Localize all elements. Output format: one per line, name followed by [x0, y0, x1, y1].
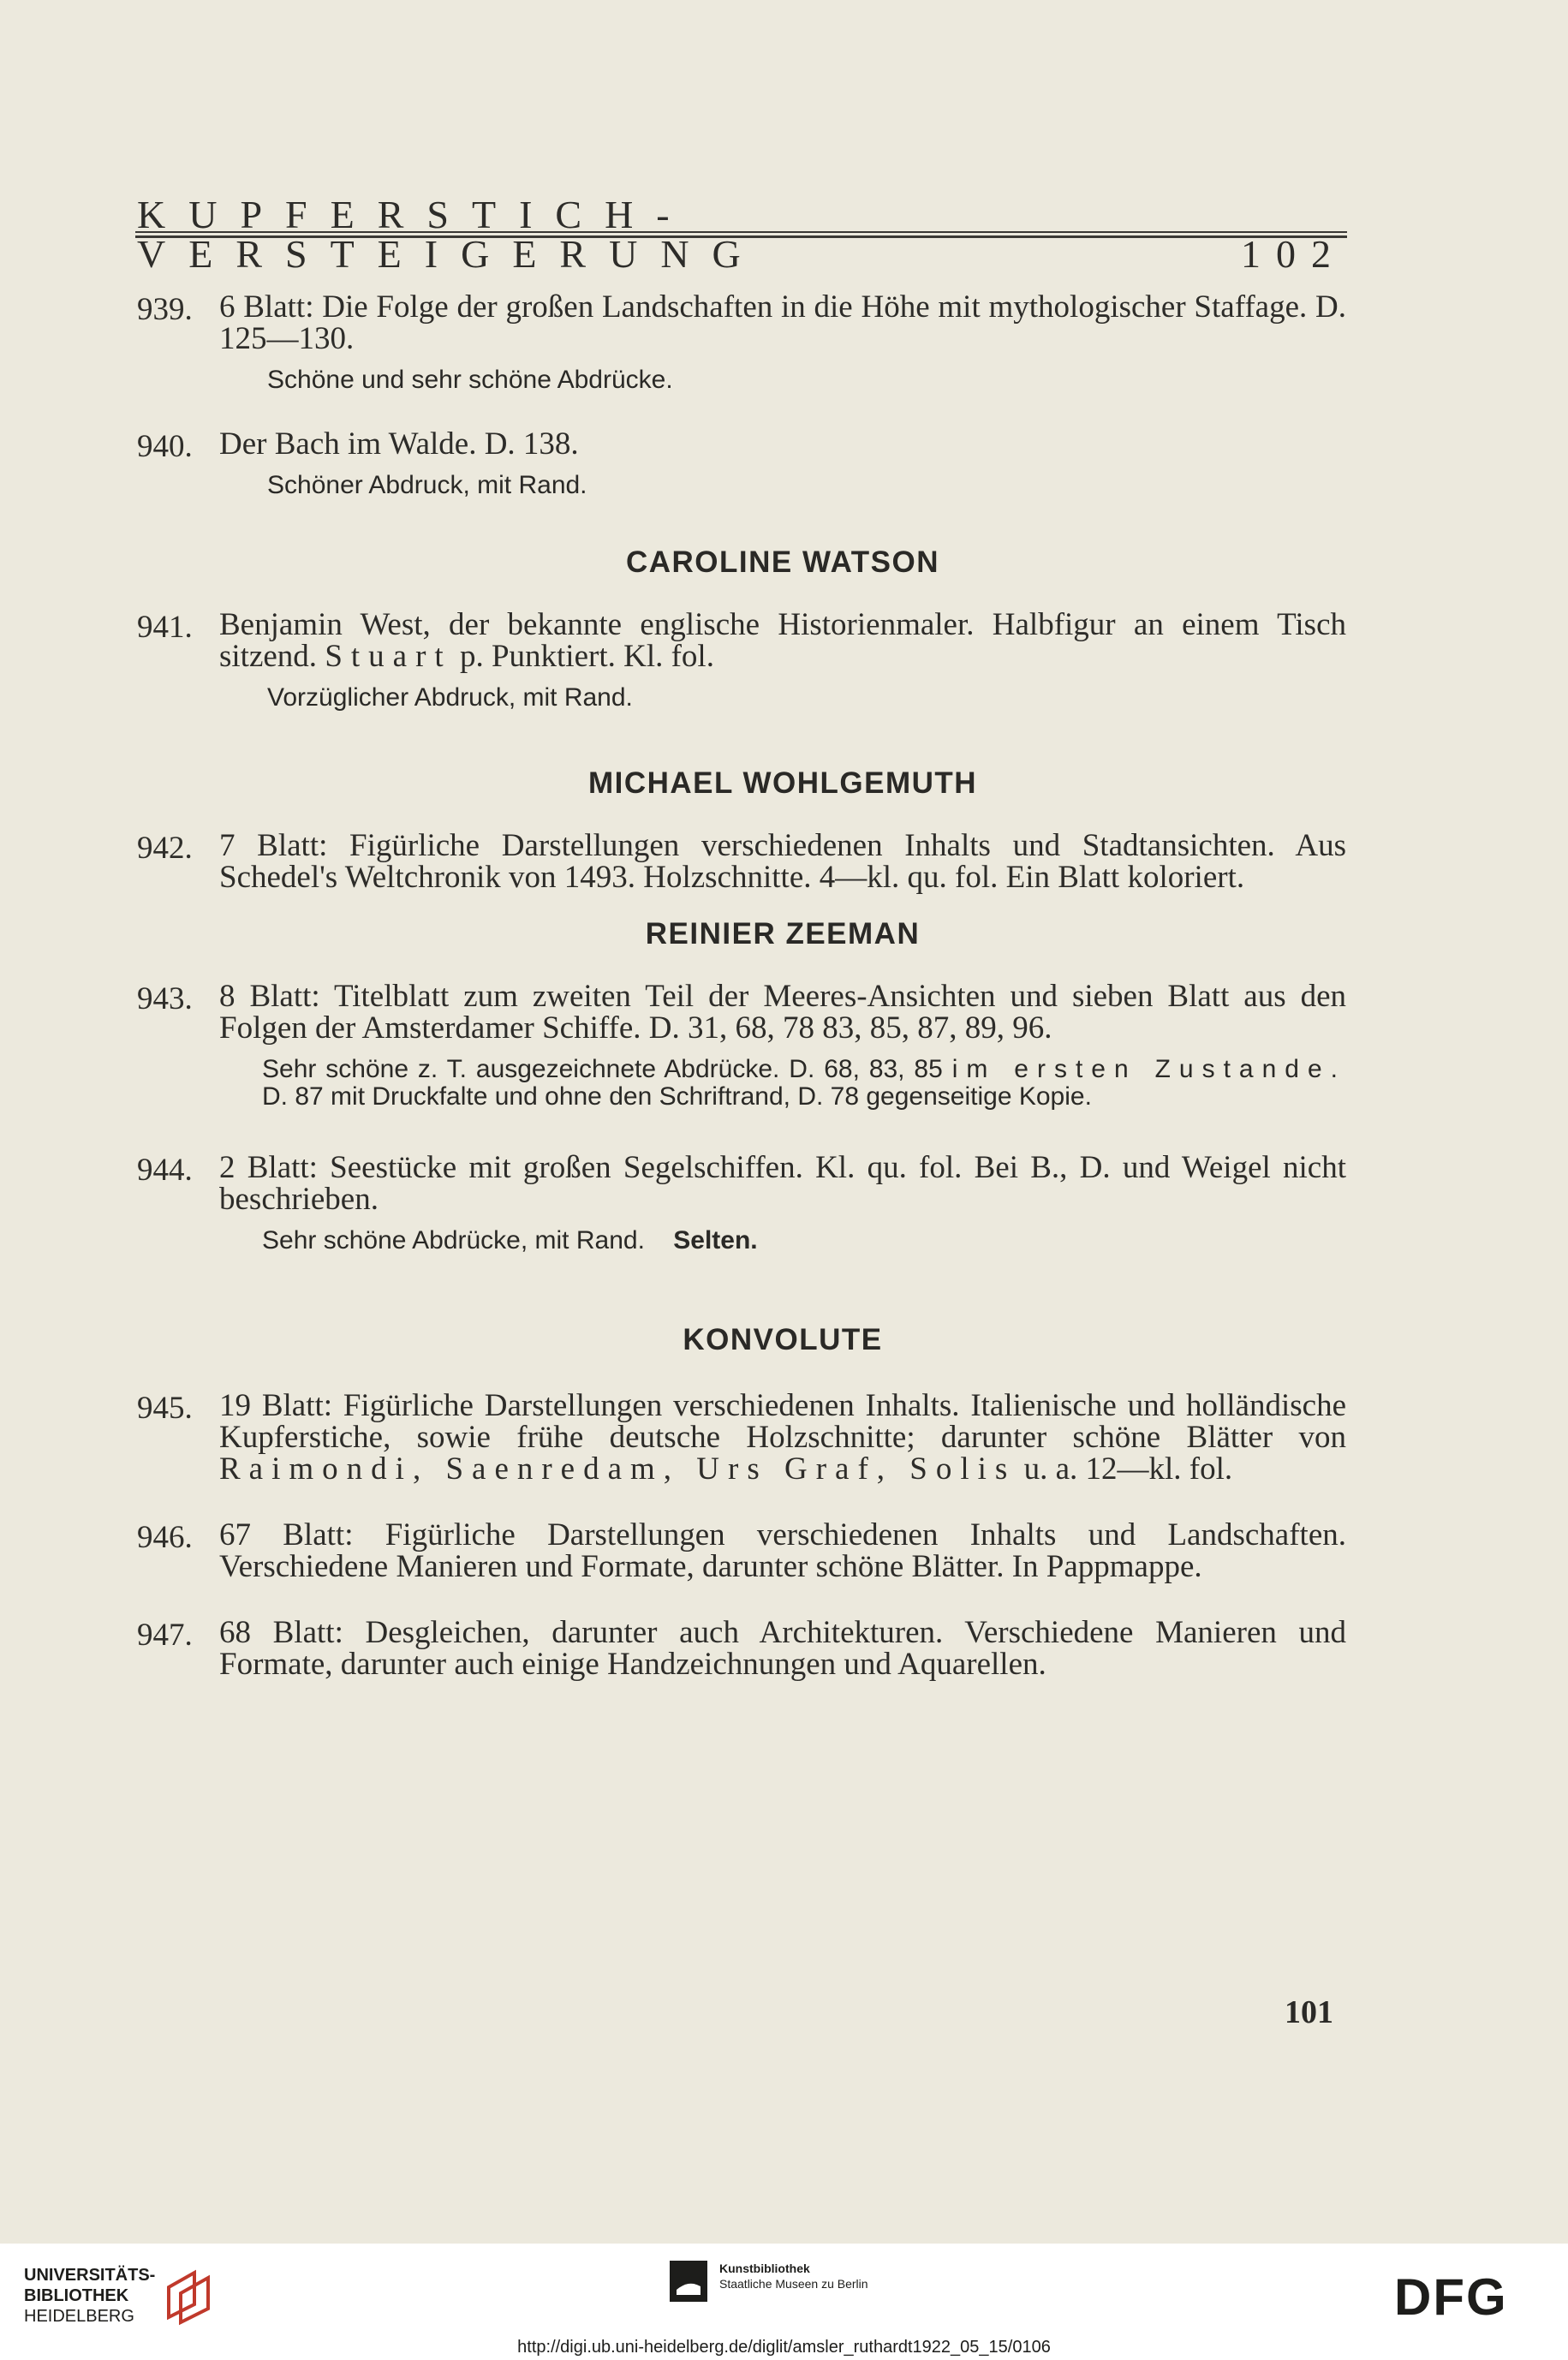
entry-number: 946.: [137, 1520, 193, 1555]
section-heading-konvolute: KONVOLUTE: [683, 1323, 883, 1356]
ub-line-1: UNIVERSITÄTS-: [24, 2266, 156, 2285]
ub-emblem-icon: [160, 2266, 220, 2326]
entry-note: Sehr schöne Abdrücke, mit Rand. Selten.: [262, 1226, 758, 1254]
entry-number: 947.: [137, 1618, 193, 1653]
entry-text: 2 Blatt: Seestücke mit großen Segelschiffen. Kl. qu. fol. Bei B., D. und Weigel nicht beschrieben.: [219, 1150, 1346, 1217]
entry-text: 68 Blatt: Desgleichen, darunter auch Architekturen. Verschiedene Manieren und Formate, darunter auch einige Handzeichnungen und Aquarellen.: [219, 1615, 1346, 1682]
entry-note: Vorzüglicher Abdruck, mit Rand.: [267, 683, 633, 712]
running-head-title: KUPFERSTICH-VERSTEIGERUNG: [137, 193, 764, 276]
entry-number: 942.: [137, 831, 193, 866]
section-heading-zeeman: REINIER ZEEMAN: [645, 917, 921, 951]
kunstbibliothek-emblem-icon: [670, 2261, 707, 2302]
page-number: 101: [1285, 1994, 1333, 2030]
section-heading-wohlgemuth: MICHAEL WOHLGEMUTH: [587, 766, 978, 800]
entry-note: Sehr schöne z. T. ausgezeichnete Abdrücke. D. 68, 83, 85 im ersten Zustande. D. 87 mit Druckfalte und ohne den Schriftrand, D. 78 gegenseitige Kopie.: [262, 1055, 1347, 1111]
entry-941: [137, 609, 1346, 712]
ub-line-3: HEIDELBERG: [24, 2307, 134, 2326]
running-head-number: 102: [1241, 232, 1346, 276]
entry-946: [137, 1519, 1346, 1582]
entry-text: 7 Blatt: Figürliche Darstellungen verschiedenen Inhalts und Stadtansichten. Aus Schedel's Weltchronik von 1493. Holzschnitte. 4—kl. qu. fol. Ein Blatt koloriert.: [219, 828, 1346, 895]
page-content: [137, 291, 1346, 1680]
entry-note: Schöne und sehr schöne Abdrücke.: [267, 366, 673, 394]
entry-text: 67 Blatt: Figürliche Darstellungen verschiedenen Inhalts und Landschaften. Verschiedene Manieren und Formate, darunter schöne Blätter. In Pappmappe.: [219, 1517, 1346, 1584]
entry-number: 941.: [137, 610, 193, 645]
ub-line-2: BIBLIOTHEK: [24, 2286, 129, 2305]
kunstbibliothek-logo[interactable]: [670, 2261, 868, 2302]
entry-number: 940.: [137, 429, 193, 464]
entry-940: [137, 428, 1346, 499]
entry-text: Der Bach im Walde. D. 138.: [219, 426, 579, 462]
kb-line-1: Kunstbibliothek: [719, 2262, 810, 2275]
entry-text: 8 Blatt: Titelblatt zum zweiten Teil der Meeres-Ansichten und sieben Blatt aus den Folgen der Amsterdamer Schiffe. D. 31, 68, 78 83, 85, 87, 89, 96.: [219, 979, 1346, 1046]
entry-939: [137, 291, 1346, 394]
entry-number: 944.: [137, 1153, 193, 1188]
entry-number: 943.: [137, 981, 193, 1016]
entry-note: Schöner Abdruck, mit Rand.: [267, 471, 587, 499]
entry-number: 945.: [137, 1391, 193, 1426]
head-rule: [135, 231, 1347, 238]
entry-943: [137, 980, 1346, 1111]
entry-text: Benjamin West, der bekannte englische Historienmaler. Halbfigur an einem Tisch sitzend. Stuart p. Punktiert. Kl. fol.: [219, 607, 1346, 674]
entry-945: [137, 1390, 1346, 1485]
entry-947: [137, 1617, 1346, 1680]
ub-heidelberg-logo[interactable]: [24, 2265, 220, 2327]
section-heading-watson: CAROLINE WATSON: [625, 545, 939, 579]
dfg-logo[interactable]: DFG: [1394, 2268, 1508, 2326]
kb-line-2: Staatliche Museen zu Berlin: [719, 2277, 868, 2291]
page-url[interactable]: http://digi.ub.uni-heidelberg.de/diglit/amsler_ruthardt1922_05_15/0106: [517, 2338, 1051, 2357]
entry-text: 19 Blatt: Figürliche Darstellungen verschiedenen Inhalts. Italienische und holländische Kupferstiche, sowie frühe deutsche Holzschnitte; darunter schöne Blätter von Raimondi, Saenredam, Urs Graf, Solis u. a. 12—kl. fol.: [219, 1388, 1346, 1487]
entry-942: [137, 830, 1346, 893]
entry-944: [137, 1152, 1346, 1254]
entry-number: 939.: [137, 292, 193, 327]
entry-text: 6 Blatt: Die Folge der großen Landschaften in die Höhe mit mythologischer Staffage. D. 125—130.: [219, 289, 1346, 356]
